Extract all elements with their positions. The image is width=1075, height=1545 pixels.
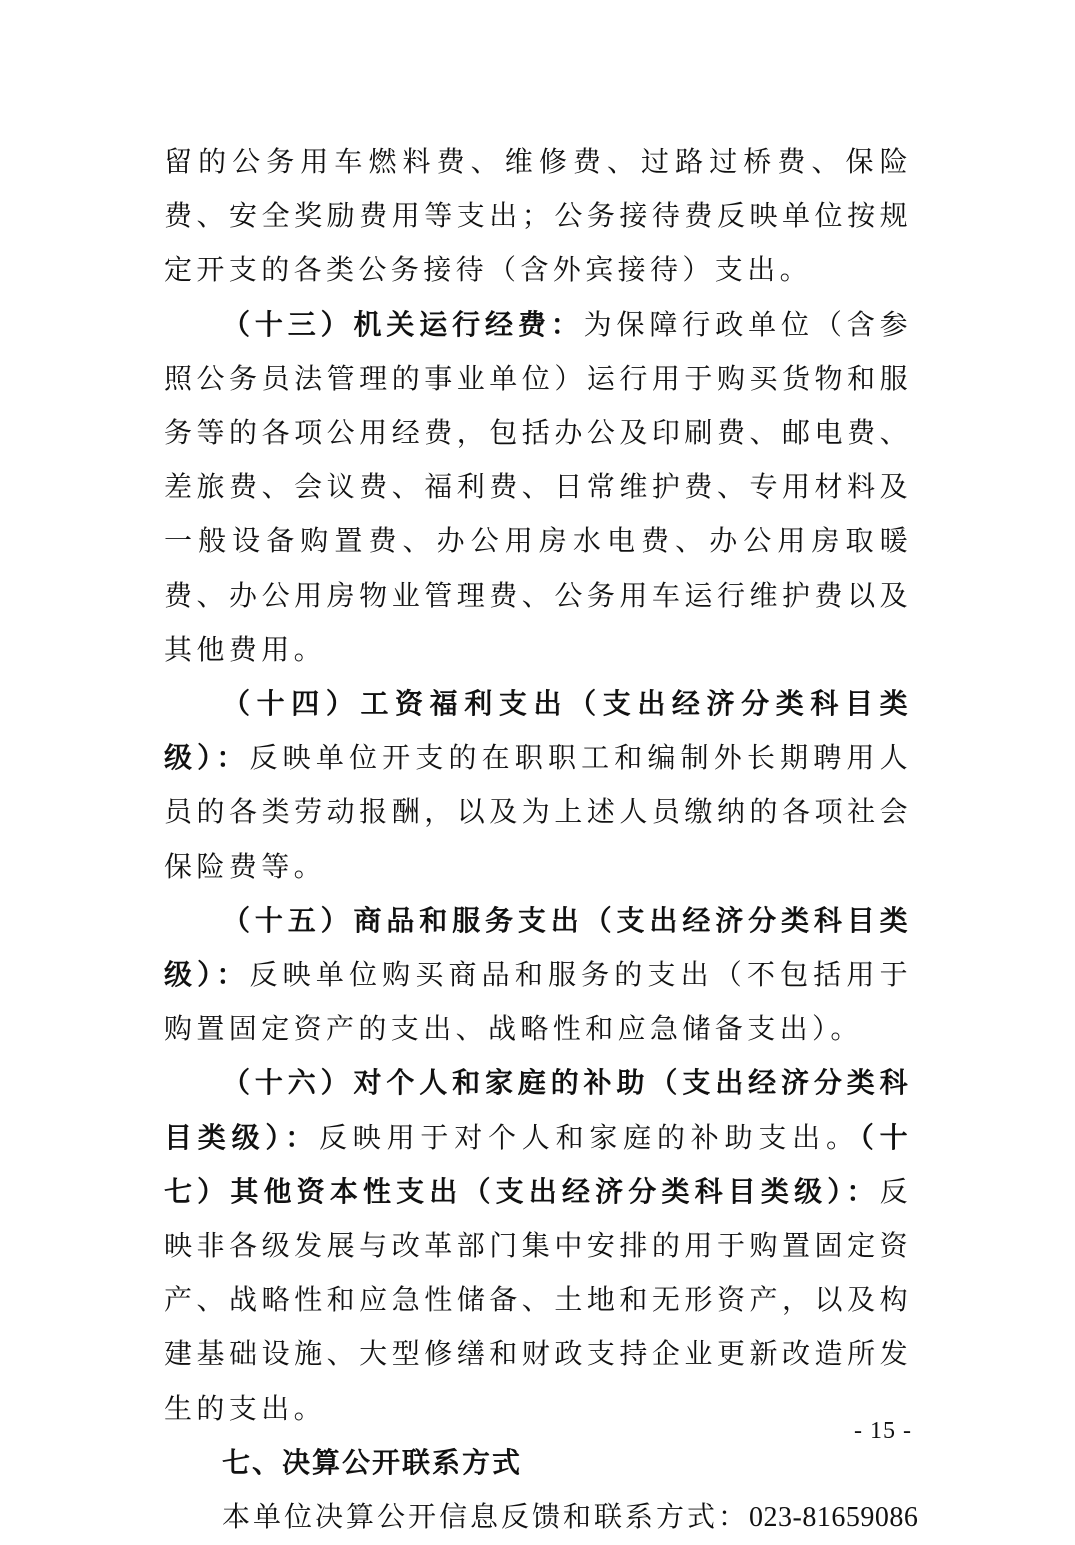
contact-label: 本单位决算公开信息反馈和联系方式： bbox=[222, 1500, 750, 1534]
paragraph-household-subsidies bbox=[164, 1056, 912, 1435]
paragraph-lead-other-capital: （十七）其他资本性支出（支出经济分类科目类级）： bbox=[164, 1120, 912, 1208]
paragraph-text: 反映单位购买商品和服务的支出（不包括用于购置固定资产的支出、战略性和应急储备支出）。 bbox=[164, 958, 912, 1046]
contact-phone: 023-81659086 bbox=[749, 1502, 919, 1534]
document-body bbox=[164, 135, 919, 1545]
paragraph-lead: （十三）机关运行经费： bbox=[222, 307, 584, 341]
paragraph-administrative-operating-expenses bbox=[164, 298, 912, 677]
paragraph-lead: （十四）工资福利支出（支出经济分类科目类级）： bbox=[164, 687, 912, 775]
paragraph-text-other-capital: 反映非各级发展与改革部门集中安排的用于购置固定资产、战略性和应急性储备、土地和无形资产，以及构建基础设施、大型修缮和财政支持企业更新改造所发生的支出。 bbox=[164, 1174, 912, 1425]
paragraph-text: 反映单位开支的在职职工和编制外长期聘用人员的各类劳动报酬，以及为上述人员缴纳的各项社会保险费等。 bbox=[164, 741, 912, 883]
page-number: - 15 - bbox=[854, 1418, 912, 1444]
paragraph-text: 留的公务用车燃料费、维修费、过路过桥费、保险费、安全奖励费用等支出；公务接待费反映单位按规定开支的各类公务接待（含外宾接待）支出。 bbox=[164, 145, 912, 287]
paragraph-lead: （十五）商品和服务支出（支出经济分类科目类级）： bbox=[164, 903, 912, 992]
paragraph-continuation bbox=[164, 135, 912, 298]
contact-line bbox=[164, 1490, 919, 1545]
paragraph-goods-services-expenditure bbox=[164, 894, 912, 1057]
paragraph-text: 为保障行政单位（含参照公务员法管理的事业单位）运行用于购买货物和服务等的各项公用经费，包括办公及印刷费、邮电费、差旅费、会议费、福利费、日常维护费、专用材料及一般设备购置费、办公用房水电费、办公用房取暖费、办公用房物业管理费、公务用车运行维护费以及其他费用。 bbox=[164, 307, 912, 666]
paragraph-text: 反映用于对个人和家庭的补助支出。 bbox=[319, 1120, 860, 1154]
paragraph-lead: （十六）对个人和家庭的补助（支出经济分类科目类级）： bbox=[164, 1066, 912, 1154]
section-heading: 七、决算公开联系方式 bbox=[222, 1445, 523, 1479]
paragraph-wage-welfare-expenditure bbox=[164, 677, 912, 894]
